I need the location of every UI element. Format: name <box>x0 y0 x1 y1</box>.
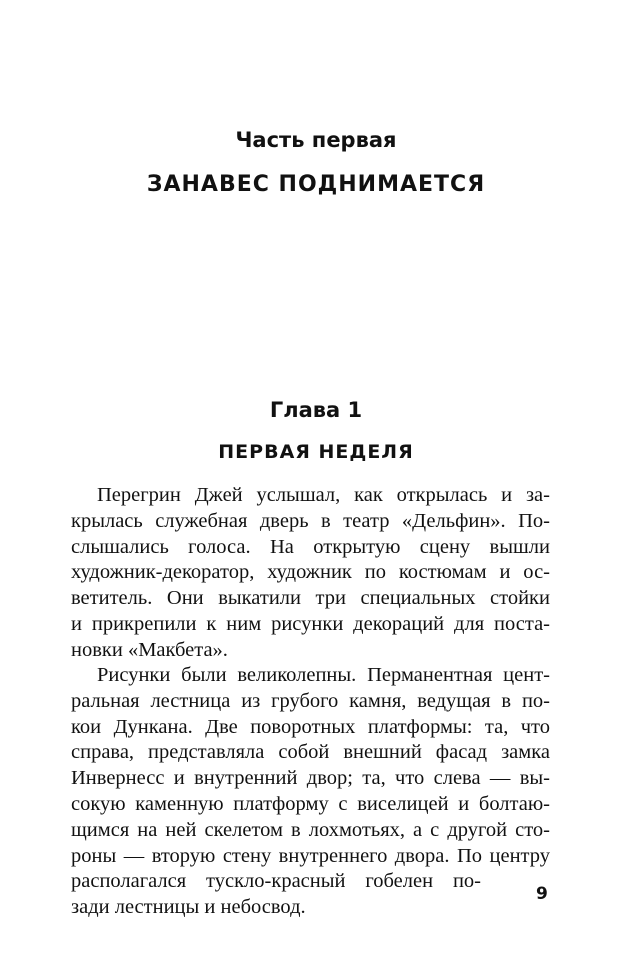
paragraph-2 <box>71 663 550 921</box>
text-line: и прикрепили к ним рисунки декораций для поста- <box>71 612 550 635</box>
chapter-label: Глава 1 <box>269 398 363 422</box>
paragraph-1 <box>71 483 550 664</box>
text-line: ветитель. Они выкатили три специальных стойки <box>71 587 550 610</box>
page-number: 9 <box>536 884 548 904</box>
text-line: Рисунки были великолепны. Перманентная цент- <box>97 664 550 686</box>
text-line: кои Дункана. Две поворотных платформы: та, что <box>71 715 550 738</box>
text-line: сокую каменную платформу с виселицей и болтаю- <box>71 792 550 815</box>
text-line: Инвернесс и внутренний двор; та, что слева — вы- <box>71 767 550 790</box>
text-line: крылась служебная дверь в театр «Дельфин». По- <box>71 509 550 532</box>
text-line: художник-декоратор, художник по костюмам и ос- <box>71 561 550 584</box>
text-line: Перегрин Джей услышал, как открылась и за- <box>97 484 550 506</box>
part-title: ЗАНАВЕС ПОДНИМАЕТСЯ <box>146 172 486 197</box>
text-line: слышались голоса. На открытую сцену вышли <box>71 535 550 558</box>
chapter-title: ПЕРВАЯ НЕДЕЛЯ <box>218 441 414 463</box>
text-line: новки «Макбета». <box>71 638 228 661</box>
text-line: роны — вторую стену внутреннего двора. По центру <box>71 844 550 867</box>
text-line: справа, представляла собой внешний фасад замка <box>71 741 550 764</box>
part-label: Часть первая <box>235 128 397 152</box>
text-line: ральная лестница из грубого камня, ведущая в по- <box>71 689 550 712</box>
text-line: щимся на ней скелетом в лохмотьях, а с другой сто- <box>71 818 550 841</box>
text-line: располагался тускло-красный гобелен по- <box>71 870 481 893</box>
text-line: зади лестницы и небосвод. <box>71 896 306 919</box>
